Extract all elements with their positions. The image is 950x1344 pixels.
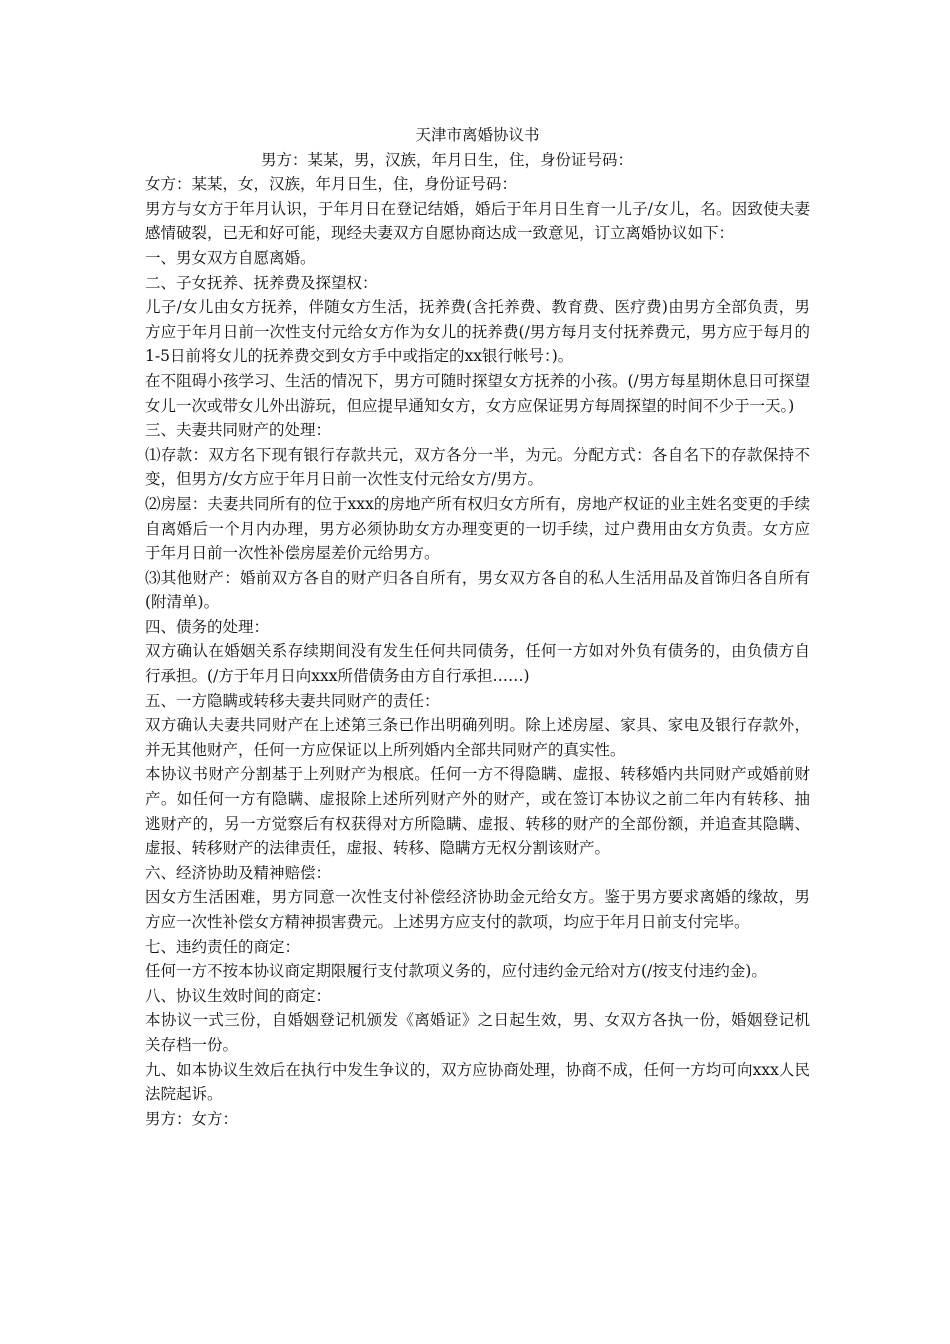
- paragraph: 男方与女方于年月认识，于年月日在登记结婚，婚后于年月日生育一儿子/女儿，名。因致使夫妻感情破裂，已无和好可能，现经夫妻双方自愿协商达成一致意见，订立离婚协议如下：: [145, 199, 810, 243]
- paragraph: 男方：女方：: [145, 1109, 239, 1128]
- paragraph: 任何一方不按本协议商定期限履行支付款项义务的，应付违约金元给对方(/按支付违约金)。: [145, 962, 767, 981]
- paragraph: ⑵房屋：夫妻共同所有的位于xxx的房地产所有权归女方所有，房地产权证的业主姓名变更的手续自离婚后一个月内办理，男方必须协助女方办理变更的一切手续，过户费用由女方负责。女方应于年月日前一次性补偿房屋差价元给男方。: [145, 494, 810, 563]
- paragraph-list: [145, 172, 810, 1131]
- paragraph: 四、债务的处理：: [145, 617, 270, 636]
- paragraph: 九、如本协议生效后在执行中发生争议的，双方应协商处理，协商不成，任何一方均可向xxx人民法院起诉。: [145, 1060, 810, 1104]
- paragraph: 三、夫妻共同财产的处理：: [145, 421, 332, 440]
- paragraph: 五、一方隐瞒或转移夫妻共同财产的责任：: [145, 691, 440, 710]
- paragraph: 女方：某某，女，汉族，年月日生，住，身份证号码：: [145, 175, 518, 194]
- paragraph: ⑴存款：双方名下现有银行存款共元，双方各分一半，为元。分配方式：各自名下的存款保持不变，但男方/女方应于年月日前一次性支付元给女方/男方。: [145, 445, 810, 489]
- paragraph: 因女方生活困难，男方同意一次性支付补偿经济协助金元给女方。鉴于男方要求离婚的缘故，男方应一次性补偿女方精神损害费元。上述男方应支付的款项，均应于年月日前支付完毕。: [145, 888, 810, 931]
- paragraph: 在不阻碍小孩学习、生活的情况下，男方可随时探望女方抚养的小孩。(/男方每星期休息日可探望女儿一次或带女儿外出游玩，但应提早通知女方，女方应保证男方每周探望的时间不少于一天。): [145, 371, 810, 415]
- paragraph: 二、子女抚养、抚养费及探望权：: [145, 273, 378, 292]
- paragraph: 六、经济协助及精神赔偿：: [145, 863, 332, 882]
- document-body: [145, 123, 810, 1131]
- paragraph: 儿子/女儿由女方抚养，伴随女方生活，抚养费(含托养费、教育费、医疗费)由男方全部负责，男方应于年月日前一次性支付元给女方作为女儿的抚养费(/男方每月支付抚养费元，男方应于每月的1-5日前将女儿的抚养费交到女方手中或指定的xx银行帐号：)。: [145, 298, 810, 366]
- paragraph: 八、协议生效时间的商定：: [145, 986, 332, 1005]
- paragraph: 本协议书财产分割基于上列财产为根底。任何一方不得隐瞒、虚报、转移婚内共同财产或婚前财产。如任何一方有隐瞒、虚报除上述所列财产外的财产，或在签订本协议之前二年内有转移、抽逃财产的，另一方觉察后有权获得对方所隐瞒、虚报、转移的财产的全部份额，并追查其隐瞒、虚报、转移财产的法律责任，虚报、转移、隐瞒方无权分割该财产。: [145, 765, 810, 858]
- paragraph: 本协议一式三份，自婚姻登记机颁发《离婚证》之日起生效，男、女双方各执一份，婚姻登记机关存档一份。: [145, 1011, 810, 1054]
- paragraph: 双方确认在婚姻关系存续期间没有发生任何共同债务，任何一方如对外负有债务的，由负债方自行承担。(/方于年月日向xxx所借债务由方自行承担……): [145, 642, 810, 686]
- document-title: 天津市离婚协议书: [415, 126, 540, 144]
- paragraph: 七、违约责任的商定：: [145, 937, 301, 956]
- paragraph: 双方确认夫妻共同财产在上述第三条已作出明确列明。除上述房屋、家具、家电及银行存款外，并无其他财产，任何一方应保证以上所列婚内全部共同财产的真实性。: [145, 716, 810, 759]
- paragraph: ⑶其他财产：婚前双方各自的财产归各自所有，男女双方各自的私人生活用品及首饰归各自所有(附清单)。: [145, 568, 810, 612]
- document-subtitle: 男方：某某，男，汉族，年月日生，住，身份证号码：: [261, 150, 634, 169]
- paragraph: 一、男女双方自愿离婚。: [145, 248, 316, 267]
